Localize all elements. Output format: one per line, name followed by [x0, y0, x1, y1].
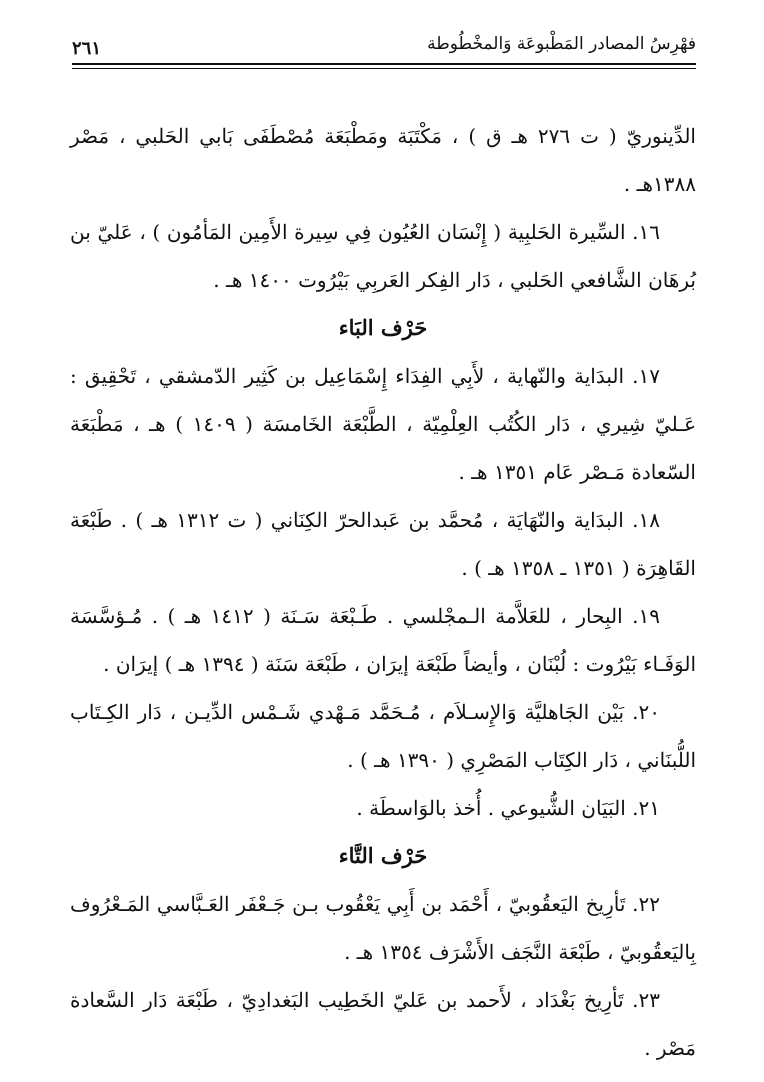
- running-title: فهْرِسُ المصادر المَطْبوعَة وَالمخْطُوطة: [427, 34, 696, 54]
- entry-continuation: الدِّينوريّ ( ت ٢٧٦ هـ ق ) ، مَكْتَبَة ومَطْبَعَة مُصْطَفَى بَابي الحَلبي ، مَصْر ١٣٨٨هـ .: [70, 124, 696, 196]
- page-body: [70, 112, 696, 1072]
- entry-22: ٢٢. تَأرِيخ اليَعقُوبيّ ، أَحْمَد بن أَبِي يَعْقُوب بـن جَـعْفَر العَـبَّاسي المَـعْرُوف بِاليَعقُوبيّ ، طَبْعَة النَّجَف الأَشْرَف ١٣٥٤ هـ .: [70, 892, 696, 964]
- section-heading-ba: حَرْف البَاء: [338, 315, 428, 340]
- entry-23: ٢٣. تَأرِيخ بَغْدَاد ، لأَحمد بن عَليّ الخَطِيب البَغدادِيّ ، طَبْعَة دَار السَّعادة مَصْر .: [70, 988, 696, 1060]
- header-rule-thin: [72, 68, 696, 69]
- entry-21: ٢١. البَيَان الشُّيوعي . أُخذ بالوَاسطَة .: [356, 796, 660, 820]
- entry-19: ١٩. البِحار ، للعَلاَّمة الـمجْلسي . طَـبْعَة سَـنَة ( ١٤١٢ هـ ) . مُـؤسَّسَة الوَفَـاء بَيْرُوت : لُبْنَان ، وأيضاً طَبْعَة إيرَان ، طَبْعَة سَنَة ( ١٣٩٤ هـ ) إيرَان .: [70, 604, 696, 676]
- entry-20: ٢٠. بَيْن الجَاهليَّة وَالإِسـلاَم ، مُـحَمَّد مَـهْدي شَـمْس الدِّيـن ، دَار الكِـتَاب اللُّبنَاني ، دَار الكِتَاب المَصْرِي ( ١٣٩٠ هـ ) .: [70, 700, 696, 772]
- entry-17: ١٧. البدَاية والنّهاية ، لأَبِي الفِدَاء إِسْمَاعِيل بن كَثِير الدّمشقي ، تَحْقِيق : عَـليّ شِيري ، دَار الكُتُب العِلْمِيّة ، الطَّبْعَة الخَامسَة ( ١٤٠٩ ) هـ ، مَطْبَعَة السّعادة مَـصْر عَام ١٣٥١ هـ .: [70, 364, 697, 484]
- entry-18: ١٨. البدَاية والنّهَايَة ، مُحمَّد بن عَبدالحرّ الكِنَاني ( ت ١٣١٢ هـ ) . طَبْعَة القَاهِرَة ( ١٣٥١ ـ ١٣٥٨ هـ ) .: [70, 508, 696, 580]
- header-rule-thick: [72, 63, 696, 65]
- page-number: ٢٦١: [72, 38, 102, 59]
- entry-16: ١٦. السِّيرة الحَلبِية ( إِنْسَان العُيُون فِي سِيرة الأَمِين المَأمُون ) ، عَليّ بن بُرهَان الشَّافعي الحَلبي ، دَار الفِكر العَربِي بَيْرُوت ١٤٠٠ هـ .: [70, 220, 696, 292]
- section-heading-ta: حَرْف التَّاء: [338, 843, 428, 868]
- page-header: [72, 28, 696, 68]
